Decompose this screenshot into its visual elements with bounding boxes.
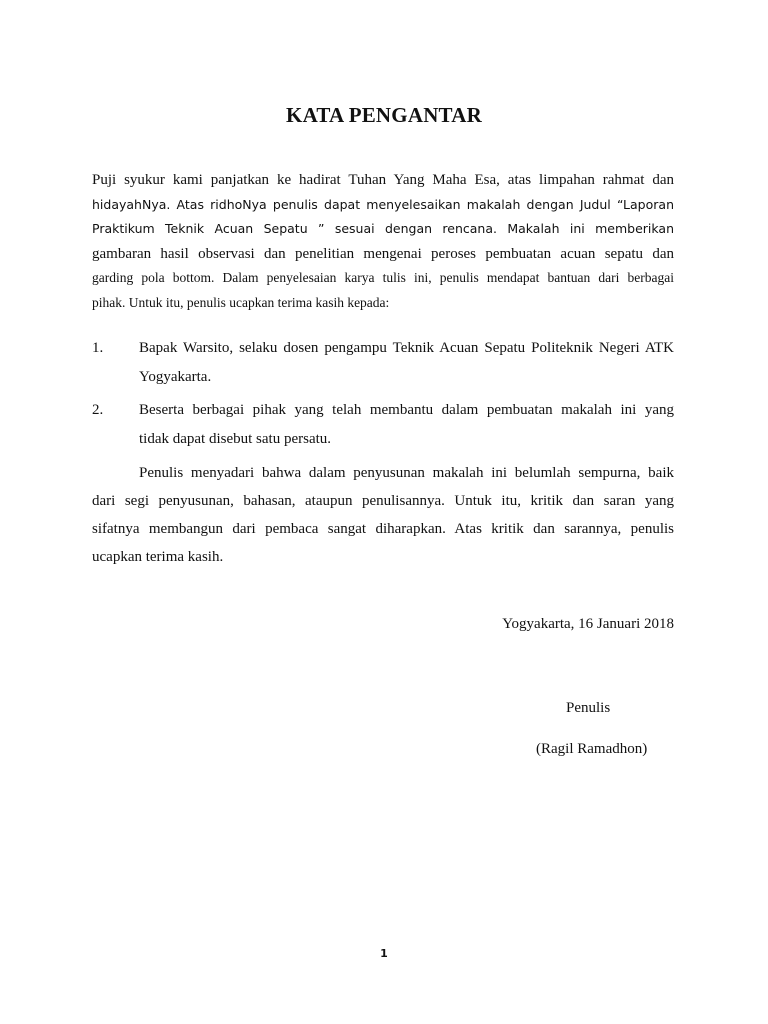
list-number: 2. [92, 402, 104, 418]
list-text [139, 396, 674, 454]
closing-paragraph [92, 459, 674, 571]
author-name: (Ragil Ramadhon) [536, 741, 648, 757]
intro-line: Puji syukur kami panjatkan ke hadirat Tuhan Yang Maha Esa, atas limpahan rahmat dan [92, 172, 674, 188]
page-number: 1 [380, 947, 388, 960]
list-text [139, 334, 674, 392]
intro-line: Praktikum Teknik Acuan Sepatu ” sesuai dengan rencana. Makalah ini memberikan [92, 221, 674, 236]
intro-paragraph [92, 168, 674, 315]
list-line: Bapak Warsito, selaku dosen pengampu Teknik Acuan Sepatu Politeknik Negeri ATK [139, 340, 674, 356]
closing-line: ucapkan terima kasih. [92, 549, 224, 565]
author-role: Penulis [566, 700, 611, 716]
intro-line: pihak. Untuk itu, penulis ucapkan terima kasih kepada: [92, 294, 390, 310]
page-title: KATA PENGANTAR [286, 103, 482, 127]
list-line: Beserta berbagai pihak yang telah membantu dalam pembuatan makalah ini yang [139, 402, 674, 418]
list-line: Yogyakarta. [139, 369, 212, 385]
list-line: tidak dapat disebut satu persatu. [139, 431, 332, 447]
list-item [92, 396, 674, 454]
closing-line: dari segi penyusunan, bahasan, ataupun penulisannya. Untuk itu, kritik dan saran yang [92, 493, 674, 509]
list-item [92, 334, 674, 392]
list-number: 1. [92, 340, 104, 356]
place-date: Yogyakarta, 16 Januari 2018 [502, 616, 674, 632]
closing-line: Penulis menyadari bahwa dalam penyusunan makalah ini belumlah sempurna, baik [139, 465, 674, 481]
closing-line: sifatnya membangun dari pembaca sangat diharapkan. Atas kritik dan sarannya, penulis [92, 521, 674, 537]
intro-line: gambaran hasil observasi dan penelitian mengenai peroses pembuatan acuan sepatu dan [92, 245, 674, 262]
intro-line: garding pola bottom. Dalam penyelesaian karya tulis ini, penulis mendapat bantuan dari berbagai [92, 270, 674, 285]
intro-line: hidayahNya. Atas ridhoNya penulis dapat menyelesaikan makalah dengan Judul “Laporan [92, 196, 674, 212]
